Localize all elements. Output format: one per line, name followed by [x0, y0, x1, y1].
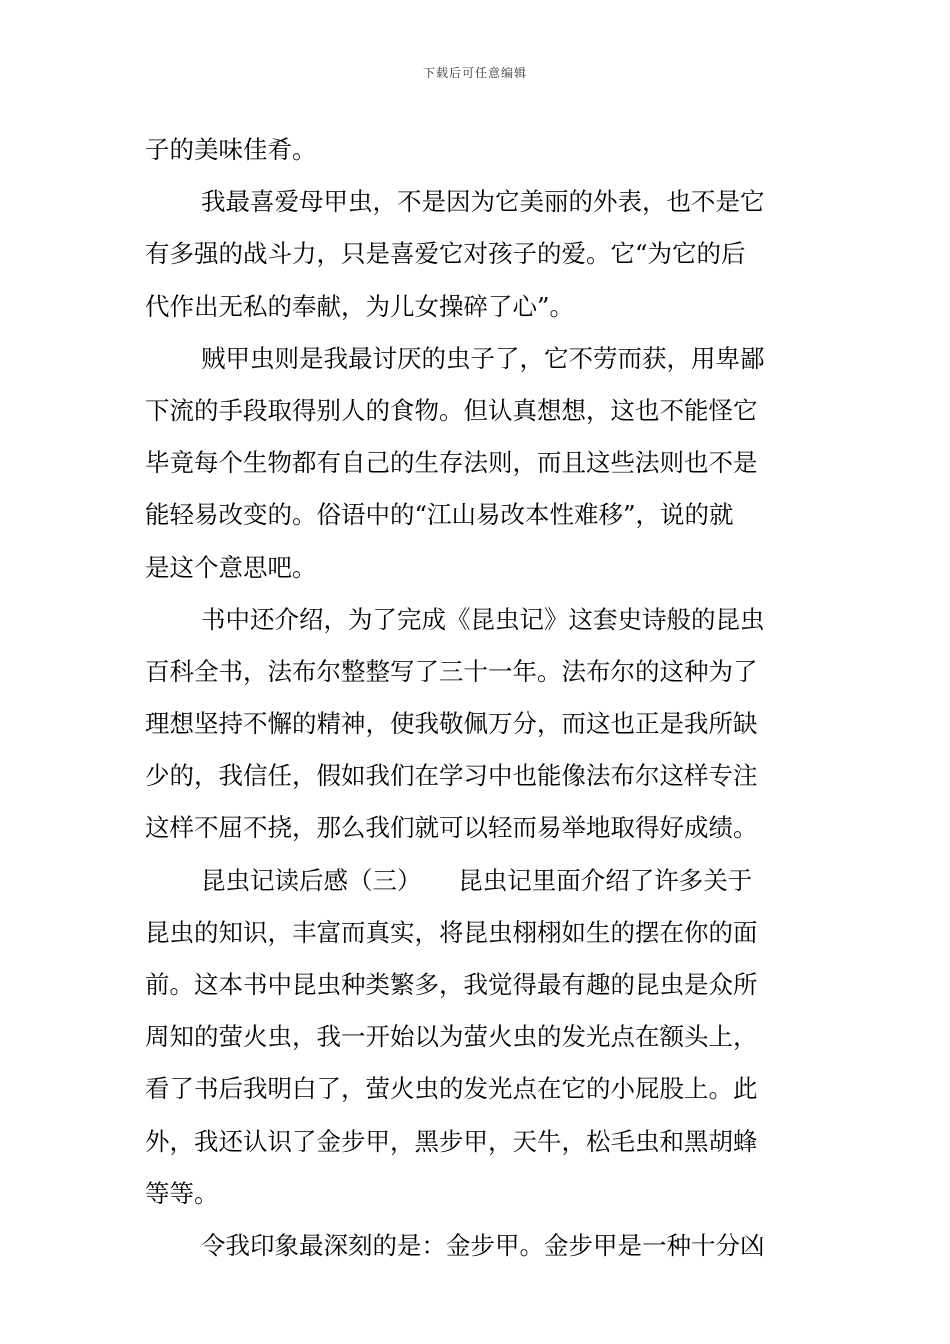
text-line: 毕竟每个生物都有自己的生存法则，而且这些法则也不是	[145, 448, 758, 478]
text-line: 周知的萤火虫，我一开始以为萤火虫的发光点在额头上，	[145, 1022, 758, 1052]
text-line: 外，我还认识了金步甲，黑步甲，天牛，松毛虫和黑胡蜂	[145, 1126, 758, 1156]
text-line: 理想坚持不懈的精神，使我敬佩万分，而这也正是我所缺	[145, 709, 758, 739]
text-line: 等等。	[145, 1178, 219, 1208]
text-line: 子的美味佳肴。	[145, 135, 317, 164]
text-line: 能轻易改变的。俗语中的“江山易改本性难移”，说的就	[145, 500, 734, 530]
text-line: 昆虫的知识，丰富而真实，将昆虫栩栩如生的摆在你的面	[145, 917, 758, 947]
text-line: 令我印象最深刻的是：金步甲。金步甲是一种十分凶	[201, 1230, 765, 1260]
document-body	[145, 124, 809, 1272]
text-line: 少的，我信任，假如我们在学习中也能像法布尔这样专注	[145, 761, 758, 791]
text-line: 有多强的战斗力，只是喜爱它对孩子的爱。它“为它的后	[145, 239, 746, 269]
text-line: 昆虫记读后感（三） 昆虫记里面介绍了许多关于	[201, 865, 753, 895]
text-line: 前。这本书中昆虫种类繁多，我觉得最有趣的昆虫是众所	[145, 970, 758, 999]
text-line: 下流的手段取得别人的食物。但认真想想，这也不能怪它	[145, 395, 758, 425]
text-line: 这样不屈不挠，那么我们就可以轻而易举地取得好成绩。	[145, 813, 758, 843]
text-line: 我最喜爱母甲虫，不是因为它美丽的外表，也不是它	[201, 187, 765, 217]
text-line: 代作出无私的奉献，为儿女操碎了心”。	[145, 291, 575, 321]
page-header: 下载后可任意编辑	[422, 66, 527, 80]
text-line: 是这个意思吧。	[145, 552, 317, 582]
text-line: 看了书后我明白了，萤火虫的发光点在它的小屁股上。此	[145, 1074, 758, 1104]
text-line: 书中还介绍，为了完成《昆虫记》这套史诗般的昆虫	[201, 604, 765, 634]
text-line: 百科全书，法布尔整整写了三十一年。法布尔的这种为了	[145, 656, 758, 686]
text-line: 贼甲虫则是我最讨厌的虫子了，它不劳而获，用卑鄙	[201, 343, 765, 373]
